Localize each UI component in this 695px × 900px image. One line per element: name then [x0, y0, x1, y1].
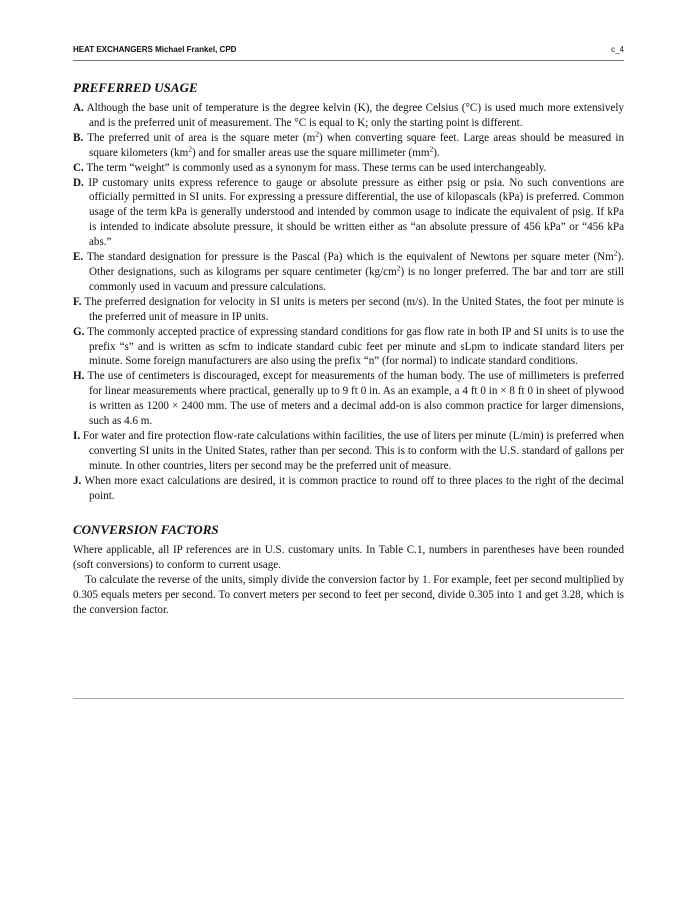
header-title: HEAT EXCHANGERS Michael Frankel, CPD — [73, 45, 237, 54]
conversion-paragraph: To calculate the reverse of the units, simply divide the conversion factor by 1. For example, feet per second multiplied by 0.305 equals meters per second. To convert meters per second to feet per second, divide 0.305 into 1 and get 3.28, which is the conversion factor. — [73, 574, 624, 617]
item-letter: E. — [73, 251, 84, 264]
item-letter: D. — [73, 176, 84, 189]
list-item — [73, 101, 624, 131]
footer-rule — [73, 698, 624, 699]
header-rule — [73, 60, 624, 61]
item-letter: J. — [73, 474, 82, 487]
superscript: 2 — [429, 144, 434, 154]
item-letter: F. — [73, 295, 82, 308]
list-item — [73, 429, 624, 474]
superscript: 2 — [315, 129, 319, 139]
item-text: ) and for smaller areas use the square millimeter (mm — [191, 146, 430, 159]
page-body — [73, 79, 624, 618]
item-text: ). Other designations, such as kilograms per square centimeter (kg/cm — [89, 251, 625, 278]
list-item — [73, 131, 624, 161]
item-text: IP customary units express reference to gauge or absolute pressure as either psig or psia. No such conventions are officially permitted in SI units. For expressing a pressure differential, the use of kilopascals (kPa) is preferred. Common usage of the term kPa is generally understood and intended by common usage to indicate the equivalent of psig. If kPa is intended to indicate absolute pressure, it should be written either as “an absolute pressure of 456 kPa” or “456 kPa abs.” — [88, 176, 624, 249]
item-text: When more exact calculations are desired, it is common practice to round off to three places to the right of the decimal point. — [84, 474, 624, 502]
item-text: The preferred designation for velocity in SI units is meters per second (m/s). In the United States, the foot per minute is the preferred unit of measure in IP units. — [84, 295, 624, 323]
item-text: ). — [433, 146, 440, 159]
item-letter: H. — [73, 370, 85, 383]
preferred-usage-heading: PREFERRED USAGE — [73, 80, 198, 95]
list-item — [73, 474, 624, 504]
running-header — [73, 44, 624, 56]
list-item — [73, 161, 624, 176]
list-item — [73, 295, 624, 325]
conversion-factors-heading: CONVERSION FACTORS — [73, 522, 219, 538]
item-text: ) is no longer preferred. The bar and torr are still commonly used in vacuum and pressure calculations. — [89, 265, 624, 293]
item-text: Although the base unit of temperature is the degree kelvin (K), the degree Celsius (°C) is used much more extensively and is the preferred unit of measurement. The °C is equal to K; only the starting point is different. — [86, 102, 624, 129]
item-letter: A. — [73, 102, 84, 114]
item-letter: I. — [73, 429, 81, 442]
superscript: 2 — [396, 263, 401, 273]
item-text: The commonly accepted practice of expressing standard conditions for gas flow rate in both IP and SI units is to use the prefix “s” and is written as scfm to indicate standard cubic feet per minute and sLpm to indicate standard liters per minute. Some foreign manufacturers are also using the prefix “n” (for normal) to indicate standard conditions. — [87, 325, 624, 368]
section-spacer — [73, 503, 624, 521]
item-text: ) when converting square feet. Large areas should be measured in square kilometers (km — [89, 131, 624, 159]
superscript: 2 — [188, 144, 192, 154]
list-item — [73, 176, 624, 251]
item-text: The preferred unit of area is the square meter (m — [87, 131, 316, 144]
item-text: The use of centimeters is discouraged, except for measurements of the human body. The use of millimeters is preferred for linear measurements where practical, generally up to 9 ft 0 in. As an example, a 4 ft 0 in × 8 ft 0 in sheet of plywood is written as 1200 × 2400 mm. The use of meters and a decimal add-on is also common practice for larger dimensions, such as 4.6 m. — [87, 370, 624, 428]
preferred-usage-list — [73, 101, 624, 503]
item-letter: B. — [73, 131, 84, 144]
item-text: For water and fire protection flow-rate calculations within facilities, the use of liters per minute (L/min) is preferred when converting SI units in the United States, rather than per second. This is to conform with the U.S. standard of gallons per minute. In other countries, liters per second may be the preferred unit of measure. — [82, 429, 624, 472]
list-item — [73, 369, 624, 429]
item-letter: G. — [73, 325, 85, 338]
item-text: The standard designation for pressure is the Pascal (Pa) which is the equivalent of Newtons per square meter (Nm — [86, 251, 614, 264]
item-text: The term “weight” is commonly used as a synonym for mass. These terms can be used interchangeably. — [86, 161, 547, 174]
conversion-paragraph: Where applicable, all IP references are in U.S. customary units. In Table C.1, numbers in parentheses have been rounded (soft conversions) to conform to current usage. — [73, 544, 624, 572]
list-item — [73, 325, 624, 370]
list-item — [73, 250, 624, 295]
superscript: 2 — [613, 248, 618, 258]
item-letter: C. — [73, 161, 84, 174]
page-id: c_4 — [611, 45, 624, 54]
